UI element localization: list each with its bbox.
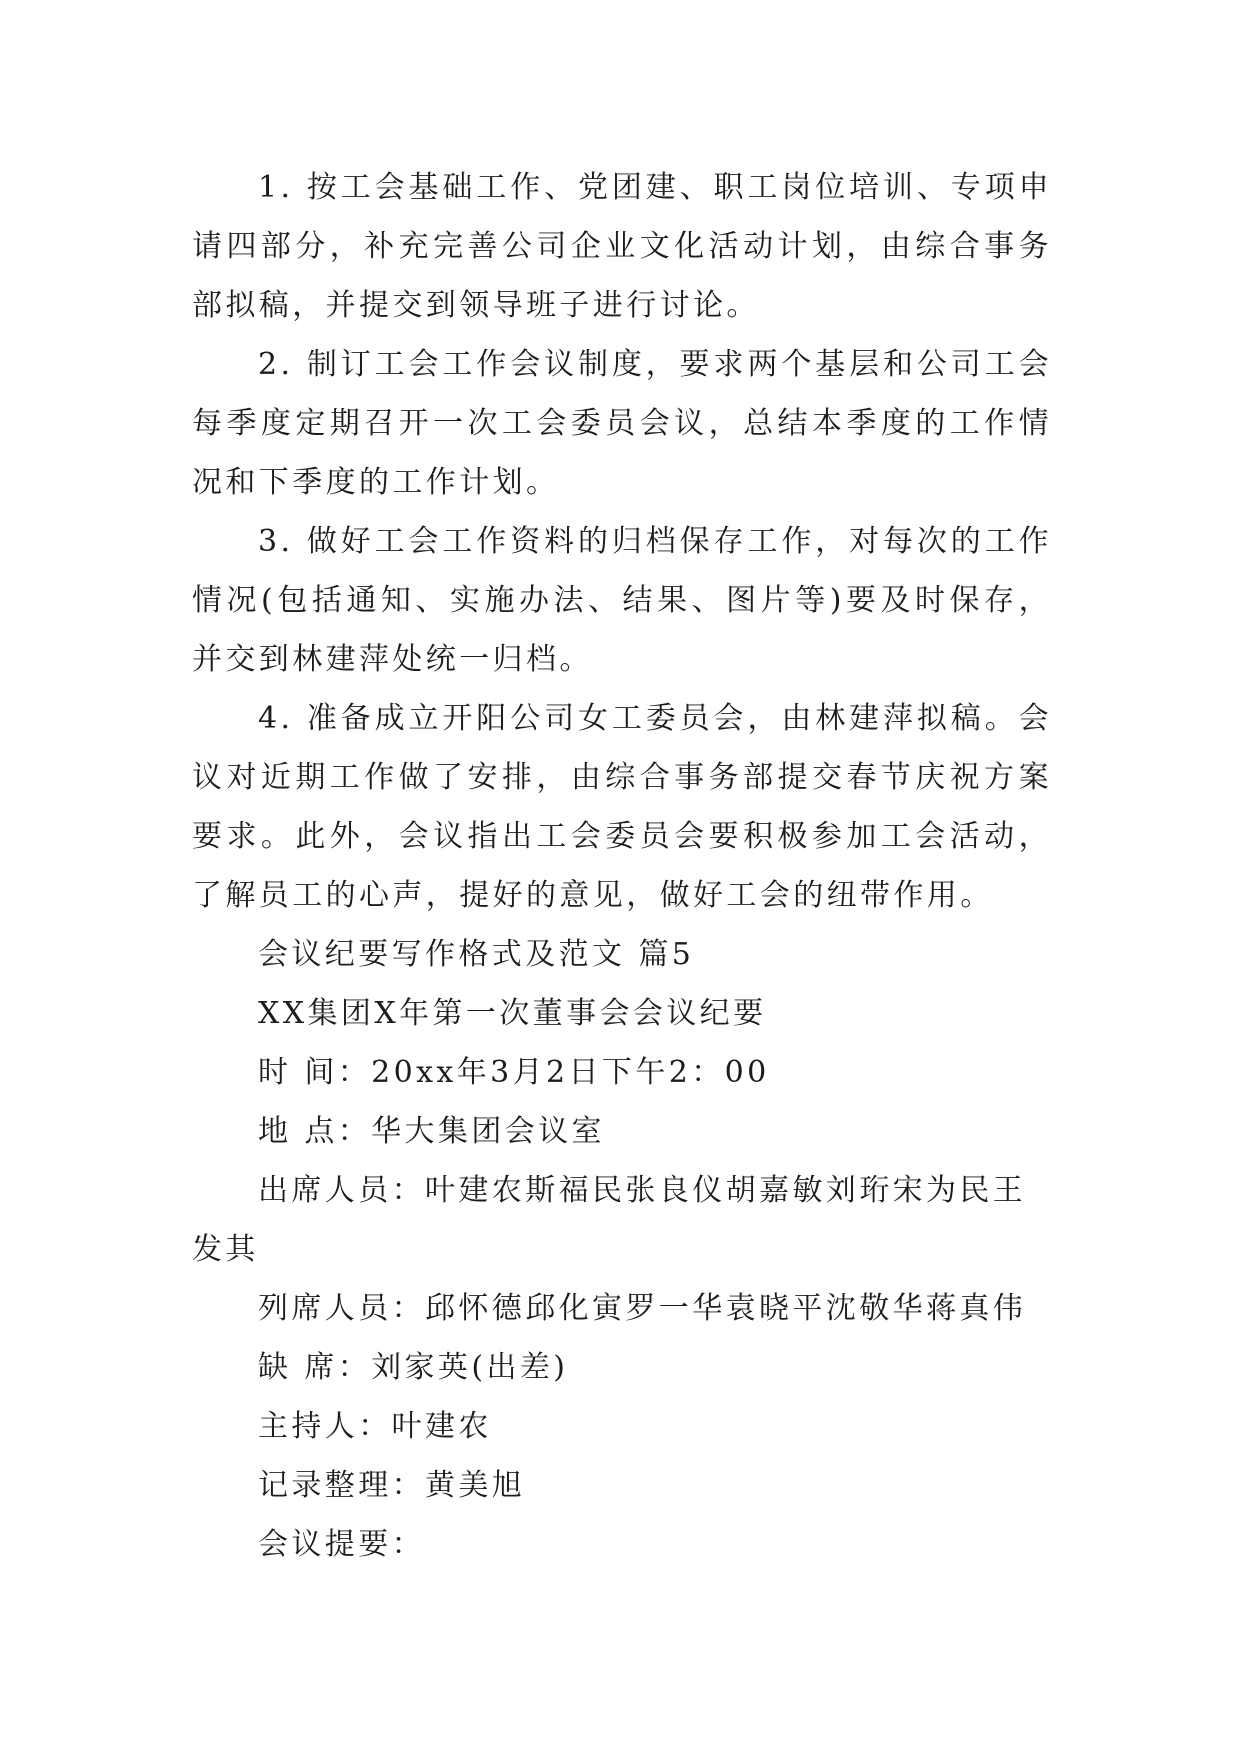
list-item-2: 2. 制订工会工作会议制度，要求两个基层和公司工会每季度定期召开一次工会委员会议，总结本季度的工作情况和下季度的工作计划。 — [192, 347, 1052, 500]
meeting-absent: 缺 席：刘家英(出差) — [258, 1350, 569, 1385]
meeting-host: 主持人：叶建农 — [258, 1409, 492, 1444]
meeting-title: XX集团X年第一次董事会会议纪要 — [258, 996, 767, 1031]
list-item-3: 3. 做好工会工作资料的归档保存工作，对每次的工作情况(包括通知、实施办法、结果、图片等)要及时保存，并交到林建萍处统一归档。 — [192, 524, 1052, 677]
document-body — [192, 158, 1052, 1574]
list-item-1: 1. 按工会基础工作、党团建、职工岗位培训、专项申请四部分，补充完善公司企业文化活动计划，由综合事务部拟稿，并提交到领导班子进行讨论。 — [192, 170, 1052, 323]
list-item-4: 4. 准备成立开阳公司女工委员会，由林建萍拟稿。会议对近期工作做了安排，由综合事务部提交春节庆祝方案要求。此外，会议指出工会委员会要积极参加工会活动，了解员工的心声，提好的意见，做好工会的纽带作用。 — [192, 701, 1052, 913]
meeting-location: 地 点：华大集团会议室 — [258, 1114, 605, 1149]
meeting-recorder: 记录整理：黄美旭 — [258, 1468, 526, 1503]
meeting-observers: 列席人员：邱怀德邱化寅罗一华袁晓平沈敬华蒋真伟 — [258, 1291, 1027, 1326]
meeting-time: 时 间：20xx年3月2日下午2：00 — [258, 1055, 770, 1090]
meeting-summary-label: 会议提要： — [258, 1527, 425, 1562]
section-heading: 会议纪要写作格式及范文 篇5 — [258, 937, 695, 972]
meeting-attendees: 出席人员：叶建农斯福民张良仪胡嘉敏刘珩宋为民王发其 — [192, 1173, 1027, 1267]
